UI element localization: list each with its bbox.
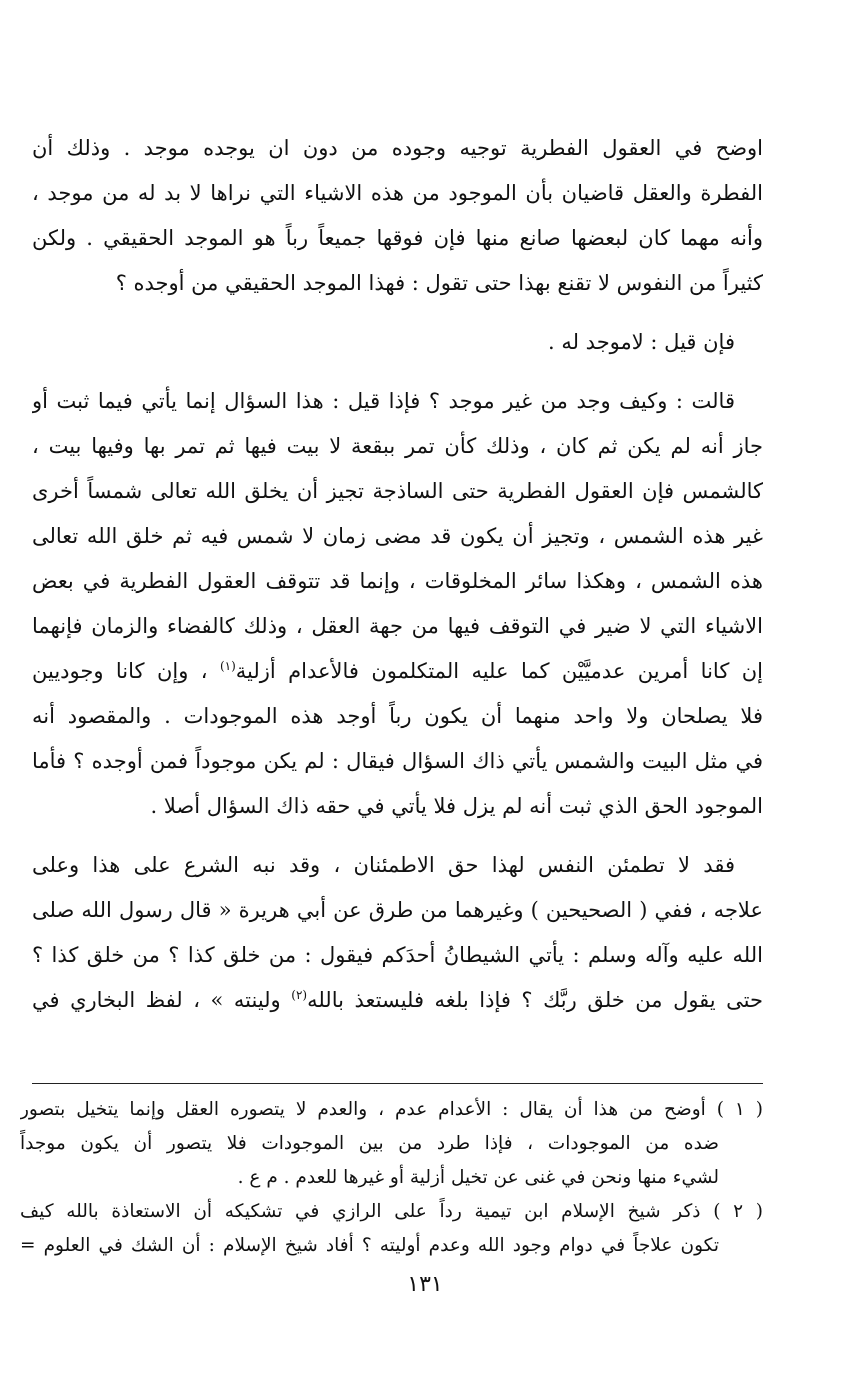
text-line bbox=[32, 649, 763, 694]
footnote-line: ( ٢ ) ذكر شيخ الإسلام ابن تيمية رداً على الرازي في تشكيكه أن الاستعاذة بالله كيف bbox=[20, 1201, 763, 1222]
text-line: اوضح في العقول الفطرية توجيه وجوده من دون ان يوجده موجد . وذلك أن bbox=[32, 136, 763, 160]
text-line: الفطرة والعقل قاضيان بأن الموجود من هذه الاشياء التي نراها لا بد له من موجد ، bbox=[32, 181, 763, 205]
footnote-marker-2[interactable]: (٢) bbox=[291, 988, 308, 1002]
text-line: الله عليه وآله وسلم : يأتي الشيطانُ أحدَكم فيقول : من خلق كذا ؟ من خلق كذا ؟ bbox=[32, 943, 763, 967]
text-line: فقد لا تطمئن النفس لهذا حق الاطمئنان ، وقد نبه الشرع على هذا وعلى bbox=[32, 853, 735, 877]
text-line: هذه الشمس ، وهكذا سائر المخلوقات ، وإنما قد تتوقف العقول الفطرية في بعض bbox=[32, 569, 763, 593]
text-line: في مثل البيت والشمس يأتي ذاك السؤال فيقال : لم يكن موجوداً فمن أوجده ؟ فأما bbox=[32, 749, 763, 773]
text-line bbox=[32, 978, 763, 1023]
text-segment: إن كانا أمرين عدميَّيْن كما عليه المتكلمون فالأعدام أزلية bbox=[235, 659, 763, 683]
text-line: كثيراً من النفوس لا تقنع بهذا حتى تقول : فهذا الموجد الحقيقي من أوجده ؟ bbox=[115, 271, 763, 295]
text-line: فلا يصلحان ولا واحد منهما أن يكون رباً أوجد هذه الموجودات . والمقصود أنه bbox=[32, 704, 763, 728]
text-line: الموجود الحق الذي ثبت أنه لم يزل فلا يأتي في حقه ذاك السؤال أصلا . bbox=[150, 794, 763, 818]
text-segment: ولينته » ، لفظ البخاري في bbox=[32, 988, 292, 1012]
text-line: الاشياء التي لا ضير في التوقف فيها من جهة العقل ، وذلك كالفضاء والزمان فإنهما bbox=[32, 614, 763, 638]
footnotes bbox=[20, 1093, 763, 1263]
paragraph-1 bbox=[32, 126, 763, 306]
paragraph-4 bbox=[32, 843, 763, 1023]
footnote-2 bbox=[20, 1195, 763, 1263]
text-segment: ، وإن كانا وجوديين bbox=[32, 659, 220, 683]
text-line: علاجه ، ففي ( الصحيحين ) وغيرهما من طرق عن أبي هريرة « قال رسول الله صلى bbox=[32, 898, 763, 922]
text-line: غير هذه الشمس ، وتجيز أن يكون قد مضى زمان لا شمس فيه ثم خلق الله تعالى bbox=[32, 524, 763, 548]
text-segment: حتى يقول من خلق ربَّك ؟ فإذا بلغه فليستعذ بالله bbox=[307, 988, 763, 1012]
text-line: جاز أنه لم يكن ثم كان ، وذلك كأن تمر ببقعة لا بيت فيها ثم تمر بها وفيها بيت ، bbox=[32, 434, 763, 458]
text-line: كالشمس فإن العقول الفطرية حتى الساذجة تجيز أن يخلق الله تعالى شمساً أخرى bbox=[32, 479, 763, 503]
paragraph-2 bbox=[32, 320, 763, 365]
footnote-line: تكون علاجاً في دوام وجود الله وعدم أوليته ؟ أفاد شيخ الإسلام : أن الشك في العلوم = bbox=[20, 1235, 719, 1256]
footnote-line: لشيء منها ونحن في غنى عن تخيل أزلية أو غيرها للعدم . م ع . bbox=[237, 1167, 719, 1188]
footnote-line: ( ١ ) أوضح من هذا أن يقال : الأعدام عدم ، والعدم لا يتصوره العقل وإنما يتخيل بتصور bbox=[20, 1099, 763, 1120]
text-line: قالت : وكيف وجد من غير موجد ؟ فإذا قيل : هذا السؤال إنما يأتي فيما ثبت أو bbox=[32, 389, 735, 413]
text-line: فإن قيل : لاموجد له . bbox=[547, 330, 735, 354]
footnote-divider bbox=[32, 1083, 763, 1084]
main-text bbox=[32, 126, 763, 1023]
page-number: ١٣١ bbox=[407, 1272, 443, 1297]
footnote-line: ضده من الموجودات ، فإذا طرد من بين الموجودات فلا يتصور أن يكون موجداً bbox=[20, 1133, 719, 1154]
footnote-1 bbox=[20, 1093, 763, 1195]
paragraph-3 bbox=[32, 379, 763, 829]
footnote-marker-1[interactable]: (١) bbox=[219, 659, 236, 673]
text-line: وأنه مهما كان لبعضها صانع منها فإن فوقها جميعاً رباً هو الموجد الحقيقي . ولكن bbox=[32, 226, 763, 250]
